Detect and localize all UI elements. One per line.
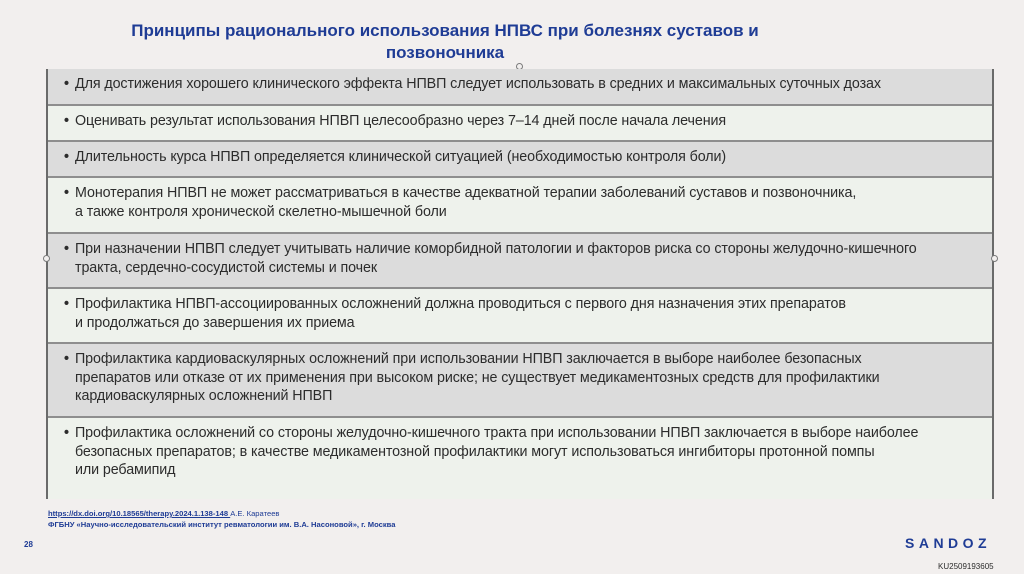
table-row [48,69,992,106]
bullet-icon: • [64,351,69,367]
bullet-icon: • [64,149,69,165]
table-row [48,418,992,499]
document-code: KU2509193605 [938,562,994,571]
table-row [48,289,992,344]
bullet-icon: • [64,425,69,441]
table-row [48,178,992,234]
row-text: Профилактика кардиоваскулярных осложнений при использовании НПВП заключается в выборе наиболее безопасных препаратов или отказе от их применения при высоком риске; не существует медикаментозных средств для профилактики кардиоваскулярных осложнений НПВП [75,351,880,404]
citation-authors: А.Е. Каратеев [230,509,280,518]
row-text: Профилактика осложнений со стороны желудочно-кишечного тракта при использовании НПВП заключается в выборе наиболее безопасных препаратов; в качестве медикаментозной профилактики могут использоваться ингибиторы протонной помпы или ребамипид [75,425,919,478]
table-row [48,142,992,178]
table-row [48,234,992,289]
doi-link[interactable]: https://dx.doi.org/10.18565/therapy.2024.1.138-148 [48,509,231,518]
table-row [48,106,992,142]
row-text: Монотерапия НПВП не может рассматриваться в качестве адекватной терапии заболеваний суставов и позвоночника, а также контроля хронической скелетно-мышечной боли [75,185,857,220]
resize-handle-right[interactable] [991,255,998,262]
row-text: Профилактика НПВП-ассоциированных осложнений должна проводиться с первого дня назначения этих препаратов и продолжаться до завершения их приема [75,296,846,331]
table-row [48,344,992,418]
page-number: 28 [24,540,33,549]
principles-table [46,69,994,499]
sandoz-logo: SANDOZ [905,535,992,551]
bullet-icon: • [64,241,69,257]
row-text: Оценивать результат использования НПВП целесообразно через 7–14 дней после начала лечения [75,113,727,129]
citation-line [48,508,395,519]
source-citation [48,508,395,530]
resize-handle-left[interactable] [43,255,50,262]
bullet-icon: • [64,76,69,92]
row-text: При назначении НПВП следует учитывать наличие коморбидной патологии и факторов риска со стороны желудочно-кишечного тракта, сердечно-сосудистой системы и почек [75,241,917,276]
bullet-icon: • [64,113,69,129]
row-text: Для достижения хорошего клинического эффекта НПВП следует использовать в средних и максимальных суточных дозах [75,76,881,92]
bullet-icon: • [64,185,69,201]
bullet-icon: • [64,296,69,312]
row-text: Длительность курса НПВП определяется клинической ситуацией (необходимостью контроля боли) [75,149,727,165]
citation-institution: ФГБНУ «Научно-исследовательский институт ревматологии им. В.А. Насоновой», г. Москва [48,520,396,529]
slide-title: Принципы рационального использования НПВС при болезнях суставов и позвоночника [131,21,759,62]
